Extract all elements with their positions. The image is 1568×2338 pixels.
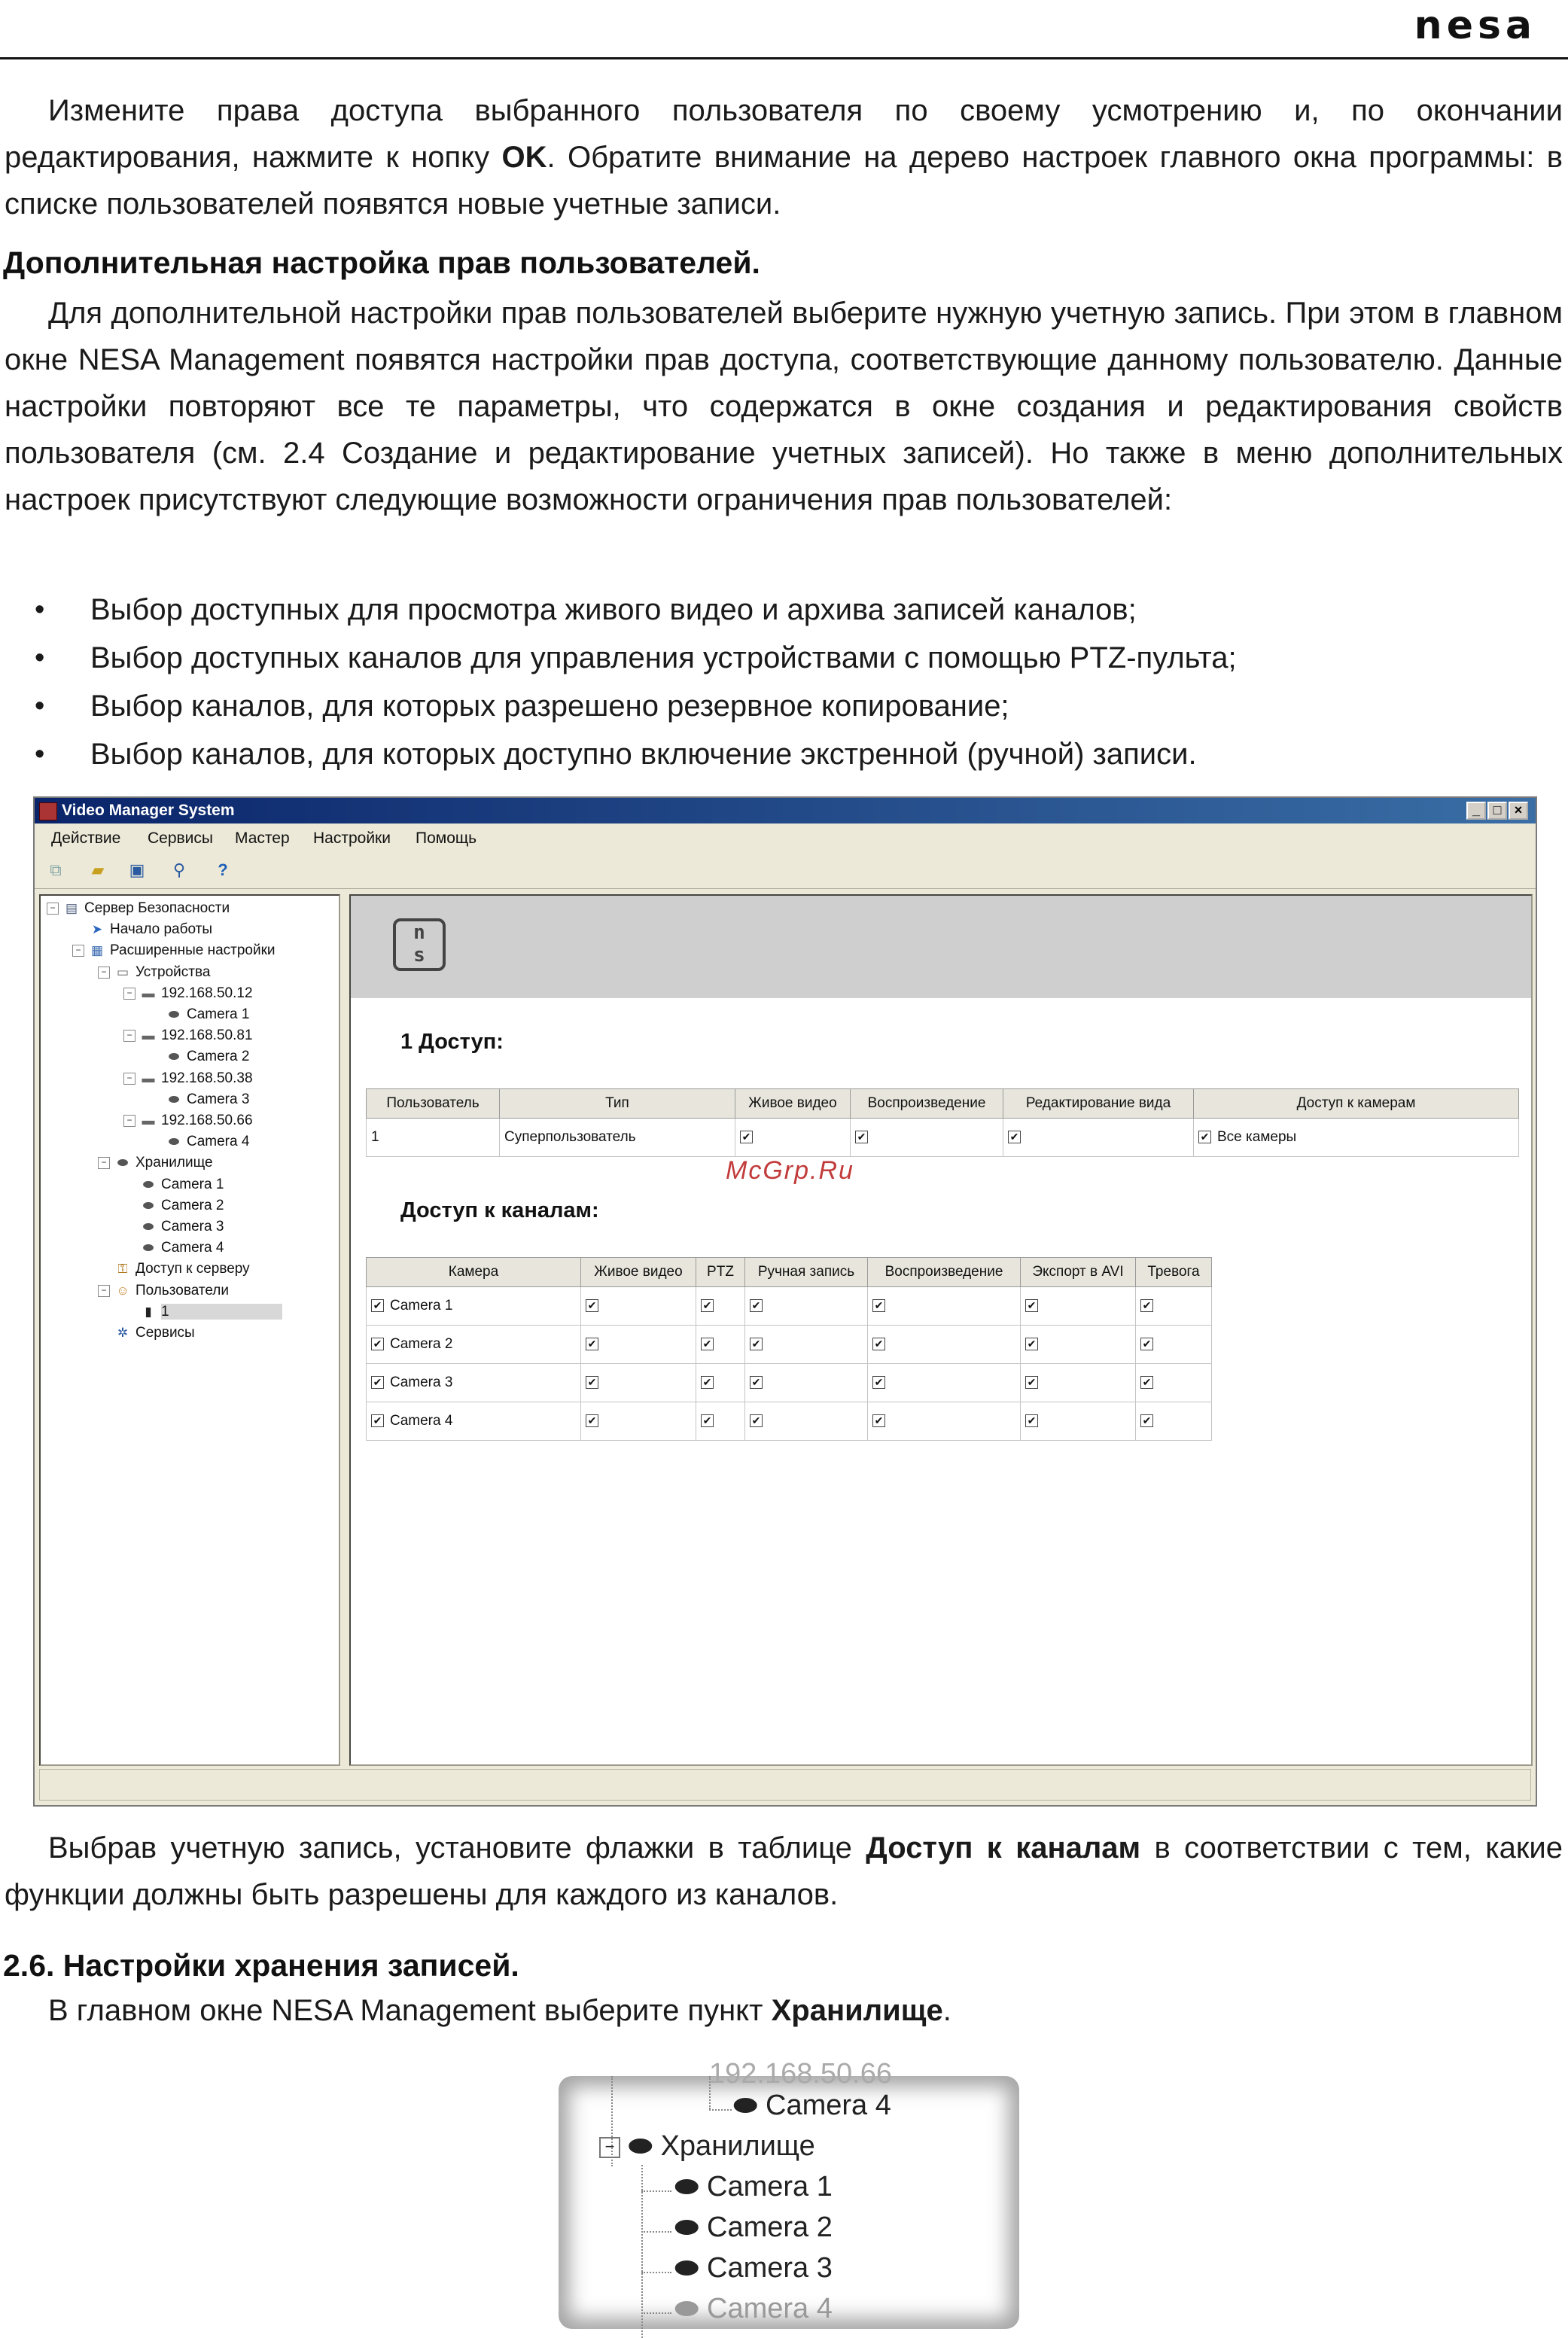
camera-name: Camera 2 — [390, 1336, 453, 1352]
tree-item[interactable] — [149, 1005, 249, 1024]
tree-item[interactable] — [123, 1217, 224, 1237]
checkbox[interactable]: ✔ — [740, 1131, 753, 1143]
permission-cell[interactable] — [868, 1364, 1021, 1402]
toolbar — [35, 854, 1536, 889]
storage-instruction — [5, 1987, 1563, 2034]
extra-settings-text: Для дополнительной настройки прав пользователей выберите нужную учетную запись. При этом в главном окне NESA Management появятся настройки прав доступа, соответствующие данному пользователю. Данные настройки повторяют все те параметры, что содержатся в окне создания и редактирования свойств пользователя (см. 2.4 Создание и редактирование учетных записей). Но также в меню дополнительных настроек присутствуют следующие возможности ограничения прав пользователей: — [5, 297, 1563, 516]
zoom-storage-node: − ⬬ Хранилище — [599, 2130, 815, 2163]
tree-item-label: Camera 3 — [187, 1091, 250, 1107]
tree-item[interactable] — [72, 941, 276, 960]
camera-icon: ⬬ — [674, 2171, 708, 2203]
camera-icon: ⬬ — [168, 1049, 180, 1064]
book-icon: ▦ — [90, 943, 104, 958]
collapse-icon[interactable]: − — [98, 967, 110, 979]
tree-item[interactable] — [123, 1302, 282, 1322]
checkbox[interactable]: ✔ — [586, 1338, 598, 1350]
user-cell: 1 — [367, 1119, 500, 1157]
camera-cell[interactable] — [367, 1364, 581, 1402]
search-icon[interactable]: ⚲ — [172, 860, 186, 879]
col-playback: Воспроизведение — [868, 1258, 1021, 1287]
checkbox[interactable]: ✔ — [750, 1338, 763, 1350]
col-live: Живое видео — [581, 1258, 696, 1287]
content-banner — [351, 896, 1531, 998]
collapse-icon[interactable]: − — [123, 1115, 135, 1127]
extra-settings-paragraph — [5, 290, 1563, 523]
checkbox[interactable]: ✔ — [371, 1376, 384, 1389]
checkbox[interactable]: ✔ — [1140, 1414, 1153, 1427]
help-icon[interactable]: ? — [218, 860, 228, 879]
permission-cell[interactable] — [1021, 1364, 1136, 1402]
permission-cell[interactable] — [1021, 1326, 1136, 1364]
folder-add-icon[interactable]: ▰ — [91, 860, 105, 879]
col-live: Живое видео — [735, 1089, 851, 1119]
status-bar — [39, 1769, 1531, 1801]
header-rule — [0, 57, 1568, 59]
tree-item-label: Camera 4 — [161, 1240, 224, 1256]
maximize-button[interactable]: □ — [1487, 802, 1507, 820]
tree-item-label: Camera 1 — [161, 1176, 224, 1192]
permission-cell[interactable] — [696, 1402, 745, 1441]
collapse-icon[interactable]: − — [123, 1030, 135, 1042]
zoom-camera-4-top: ⬬ Camera 4 — [733, 2090, 891, 2121]
col-edit-view: Редактирование вида — [1003, 1089, 1194, 1119]
zoom-camera-3: ⬬ Camera 3 — [674, 2252, 833, 2284]
permission-cell[interactable] — [581, 1364, 696, 1402]
watermark: McGrp.Ru — [726, 1156, 854, 1185]
tree-item[interactable] — [72, 920, 212, 939]
tree-item-label: Camera 4 — [187, 1134, 250, 1150]
camera-icon: ⬬ — [168, 1007, 180, 1021]
checkbox[interactable]: ✔ — [371, 1414, 384, 1427]
access-title: 1 Доступ: — [400, 1030, 504, 1054]
tree-item-label: Доступ к серверу — [135, 1261, 250, 1277]
permission-cell[interactable] — [1136, 1326, 1212, 1364]
tree-item-label: Хранилище — [135, 1155, 213, 1171]
permission-cell[interactable] — [1021, 1402, 1136, 1441]
permission-cell[interactable] — [1136, 1402, 1212, 1441]
permission-cell[interactable] — [745, 1364, 868, 1402]
storage-tree-zoom — [559, 2058, 1019, 2329]
col-camera-access: Доступ к камерам — [1194, 1089, 1519, 1119]
permission-cell[interactable] — [868, 1326, 1021, 1364]
save-icon[interactable]: ▣ — [129, 860, 145, 879]
checkbox[interactable]: ✔ — [750, 1414, 763, 1427]
dvr-icon: ▬ — [142, 1028, 155, 1043]
permission-cell[interactable] — [696, 1287, 745, 1326]
col-type: Тип — [500, 1089, 735, 1119]
collapse-icon[interactable]: − — [98, 1285, 110, 1297]
checkbox[interactable]: ✔ — [750, 1376, 763, 1389]
checkbox[interactable]: ✔ — [371, 1338, 384, 1350]
camera-icon: ⬬ — [168, 1091, 180, 1107]
checkbox[interactable]: ✔ — [1140, 1376, 1153, 1389]
checkbox[interactable]: ✔ — [1025, 1376, 1038, 1389]
intro-text-after: . Обратите внимание на дерево настроек главного окна программы: в списке пользователей появятся новые учетные записи. — [5, 141, 1563, 221]
camera-icon: ⬬ — [142, 1219, 154, 1234]
storage-icon: ⬬ — [117, 1155, 129, 1171]
server-icon: ▤ — [65, 901, 78, 915]
table-row[interactable] — [367, 1402, 1212, 1441]
edit-view-cell[interactable] — [1003, 1119, 1194, 1157]
checkbox[interactable]: ✔ — [872, 1338, 885, 1350]
col-camera: Камера — [367, 1258, 581, 1287]
checkbox[interactable]: ✔ — [586, 1299, 598, 1312]
col-ptz: PTZ — [696, 1258, 745, 1287]
menu-bar — [35, 823, 1536, 854]
tree-item[interactable] — [123, 1238, 224, 1258]
checkbox[interactable]: ✔ — [701, 1299, 714, 1312]
checkbox[interactable]: ✔ — [1140, 1338, 1153, 1350]
restriction-item: • Выбор доступных каналов для управления устройствами с помощью PTZ-пульта; — [30, 634, 1237, 682]
camera-icon: ⬬ — [142, 1241, 154, 1256]
tree-item[interactable] — [123, 984, 253, 1003]
camera-name: Camera 4 — [390, 1413, 453, 1429]
checkbox[interactable]: ✔ — [872, 1299, 885, 1312]
live-cell[interactable] — [735, 1119, 851, 1157]
playback-cell[interactable] — [851, 1119, 1003, 1157]
tree-item[interactable] — [123, 1026, 253, 1046]
menu-services[interactable]: Сервисы — [148, 830, 214, 847]
tree-item[interactable] — [149, 1132, 249, 1152]
settings-tree — [39, 894, 340, 1766]
menu-settings[interactable]: Настройки — [313, 830, 391, 847]
collapse-icon: − — [599, 2137, 620, 2158]
checkbox[interactable]: ✔ — [855, 1131, 868, 1143]
checkbox[interactable]: ✔ — [750, 1299, 763, 1312]
tree-item[interactable] — [98, 1153, 213, 1173]
tree-item-label: 192.168.50.12 — [161, 985, 253, 1001]
dvr-icon: ▬ — [142, 1070, 155, 1085]
restriction-item: • Выбор каналов, для которых разрешено резервное копирование; — [30, 682, 1237, 730]
camera-cell[interactable] — [367, 1287, 581, 1326]
channels-title: Доступ к каналам: — [400, 1198, 599, 1222]
permission-cell[interactable] — [745, 1402, 868, 1441]
checkbox[interactable]: ✔ — [701, 1414, 714, 1427]
menu-action[interactable]: Действие — [51, 830, 121, 847]
tree-item-label: Camera 1 — [187, 1006, 250, 1022]
title-bar — [35, 798, 1536, 823]
tree-item-label: Сервер Безопасности — [84, 900, 230, 916]
nesa-mark-icon: n s — [393, 918, 446, 971]
channel-access-table — [366, 1257, 1212, 1441]
camera-icon: ⬬ — [168, 1134, 180, 1149]
menu-wizard[interactable]: Мастер — [235, 830, 290, 847]
checkbox[interactable]: ✔ — [1140, 1299, 1153, 1312]
permission-cell[interactable] — [745, 1287, 868, 1326]
tree-item-label: Camera 2 — [161, 1197, 224, 1213]
storage-text-after: . — [942, 1994, 951, 2027]
camera-icon: ⬬ — [674, 2212, 708, 2243]
content-panel — [349, 894, 1533, 1766]
checkbox[interactable]: ✔ — [1025, 1338, 1038, 1350]
camera-name: Camera 1 — [390, 1298, 453, 1314]
tree-item-label: Начало работы — [110, 921, 213, 938]
camera-cell[interactable] — [367, 1402, 581, 1441]
col-user: Пользователь — [367, 1089, 500, 1119]
table-row[interactable] — [367, 1287, 1212, 1326]
devices-icon: ▭ — [116, 964, 129, 979]
tree-item-label: Camera 3 — [161, 1219, 224, 1234]
permission-cell[interactable] — [1136, 1364, 1212, 1402]
checkbox[interactable]: ✔ — [1198, 1131, 1211, 1143]
permission-cell[interactable] — [581, 1326, 696, 1364]
checkbox[interactable]: ✔ — [1025, 1414, 1038, 1427]
users-icon: ☺ — [116, 1283, 129, 1298]
permission-cell[interactable] — [745, 1326, 868, 1364]
intro-text: Измените права доступа выбранного пользователя по своему усмотрению и, по окончании редактирования, нажмите к нопку — [5, 94, 1563, 174]
ok-label: OK — [501, 141, 547, 174]
camera-name: Camera 3 — [390, 1374, 453, 1390]
tree-item-label: Устройства — [135, 964, 211, 980]
type-cell: Суперпользователь — [500, 1119, 735, 1157]
instruction-text-after: в соответствии с тем, какие функции должны быть разрешены для каждого из каналов. — [5, 1831, 1563, 1911]
permission-cell[interactable] — [868, 1402, 1021, 1441]
tree-item[interactable] — [123, 1196, 224, 1216]
checkbox[interactable]: ✔ — [701, 1376, 714, 1389]
zoom-cut-label: 192.168.50.66 — [709, 2058, 893, 2090]
restriction-list — [30, 586, 1237, 778]
tree-item-label: Расширенные настройки — [110, 942, 276, 959]
checkbox[interactable]: ✔ — [872, 1414, 885, 1427]
table-row[interactable] — [367, 1119, 1519, 1157]
camera-cell[interactable] — [367, 1326, 581, 1364]
checkbox[interactable]: ✔ — [872, 1376, 885, 1389]
permission-cell[interactable] — [581, 1287, 696, 1326]
checkbox[interactable]: ✔ — [1025, 1299, 1038, 1312]
storage-bold: Хранилище — [771, 1994, 943, 2027]
zoom-camera-4: ⬬ Camera 4 — [674, 2293, 833, 2324]
camera-icon: ⬬ — [142, 1198, 154, 1213]
col-playback: Воспроизведение — [851, 1089, 1003, 1119]
tree-item[interactable] — [149, 1047, 249, 1067]
camera-icon: ⬬ — [674, 2252, 708, 2284]
tree-item-label: Сервисы — [135, 1325, 195, 1341]
tree-item-label: 1 — [161, 1304, 282, 1320]
app-window — [33, 796, 1537, 1807]
all-cameras-label: Все камеры — [1217, 1129, 1297, 1145]
minimize-button[interactable]: _ — [1466, 802, 1486, 820]
tree-item[interactable] — [98, 1281, 229, 1301]
col-export-avi: Экспорт в AVI — [1021, 1258, 1136, 1287]
camera-icon: ⬬ — [733, 2090, 766, 2121]
tree-item-label: 192.168.50.81 — [161, 1027, 253, 1044]
gear-icon: ✲ — [117, 1326, 129, 1340]
tree-item[interactable] — [149, 1090, 249, 1110]
checkbox[interactable]: ✔ — [701, 1338, 714, 1350]
col-manual-record: Ручная запись — [745, 1258, 868, 1287]
zoom-camera-2: ⬬ Camera 2 — [674, 2212, 833, 2243]
close-button[interactable]: × — [1509, 802, 1528, 820]
camera-icon: ⬬ — [142, 1177, 154, 1192]
collapse-icon[interactable]: − — [47, 903, 59, 915]
collapse-icon[interactable]: − — [123, 1073, 135, 1085]
permission-cell[interactable] — [581, 1402, 696, 1441]
checkbox[interactable]: ✔ — [586, 1414, 598, 1427]
tree-item[interactable] — [98, 963, 210, 982]
zoom-camera-1: ⬬ Camera 1 — [674, 2171, 833, 2203]
storage-heading: 2.6. Настройки хранения записей. — [3, 1948, 519, 1983]
user-icon: ▮ — [145, 1304, 152, 1319]
checkbox[interactable]: ✔ — [371, 1299, 384, 1312]
checkbox[interactable]: ✔ — [1008, 1131, 1021, 1143]
dvr-icon: ▬ — [142, 985, 155, 1000]
start-icon: ➤ — [91, 922, 103, 937]
copy-icon[interactable]: ⧉ — [50, 860, 62, 879]
instruction-bold: Доступ к каналам — [866, 1831, 1141, 1865]
channels-instruction — [5, 1825, 1563, 1918]
tree-item[interactable] — [47, 899, 230, 918]
tree-item[interactable] — [123, 1175, 224, 1195]
collapse-icon[interactable]: − — [123, 988, 135, 1000]
tree-item[interactable] — [123, 1111, 253, 1131]
collapse-icon[interactable]: − — [72, 945, 84, 957]
restriction-item: • Выбор каналов, для которых доступно включение экстренной (ручной) записи. — [30, 730, 1237, 778]
tree-item-label: Camera 2 — [187, 1049, 250, 1065]
permission-cell[interactable] — [868, 1287, 1021, 1326]
storage-icon: ⬬ — [620, 2130, 661, 2162]
camera-access-cell[interactable] — [1194, 1119, 1519, 1157]
col-alarm: Тревога — [1136, 1258, 1212, 1287]
tree-item-label: 192.168.50.66 — [161, 1113, 253, 1128]
intro-paragraph — [5, 87, 1563, 227]
collapse-icon[interactable]: − — [98, 1157, 110, 1169]
table-row[interactable] — [367, 1364, 1212, 1402]
tree-item[interactable] — [123, 1069, 253, 1088]
checkbox[interactable]: ✔ — [586, 1376, 598, 1389]
permission-cell[interactable] — [696, 1364, 745, 1402]
user-access-table — [366, 1088, 1519, 1157]
permission-cell[interactable] — [1136, 1287, 1212, 1326]
table-row[interactable] — [367, 1326, 1212, 1364]
tree-item-label: 192.168.50.38 — [161, 1070, 253, 1086]
storage-text: В главном окне NESA Management выберите пункт — [48, 1994, 772, 2027]
tree-item-label: Пользователи — [135, 1282, 230, 1298]
menu-help[interactable]: Помощь — [416, 830, 477, 847]
tree-item[interactable] — [98, 1323, 195, 1343]
camera-icon: ⬬ — [674, 2293, 708, 2324]
nesa-logo: nesa — [1414, 3, 1536, 48]
permission-cell[interactable] — [1021, 1287, 1136, 1326]
key-icon: ⚿ — [117, 1262, 128, 1277]
tree-item[interactable] — [98, 1259, 250, 1279]
window-title: Video Manager System — [62, 802, 235, 819]
extra-settings-heading: Дополнительная настройка прав пользователей. — [3, 245, 760, 280]
app-icon — [39, 802, 57, 820]
instruction-text: Выбрав учетную запись, установите флажки в таблице — [48, 1831, 866, 1865]
dvr-icon: ▬ — [142, 1113, 155, 1128]
permission-cell[interactable] — [696, 1326, 745, 1364]
restriction-item: • Выбор доступных для просмотра живого видео и архива записей каналов; — [30, 586, 1237, 634]
